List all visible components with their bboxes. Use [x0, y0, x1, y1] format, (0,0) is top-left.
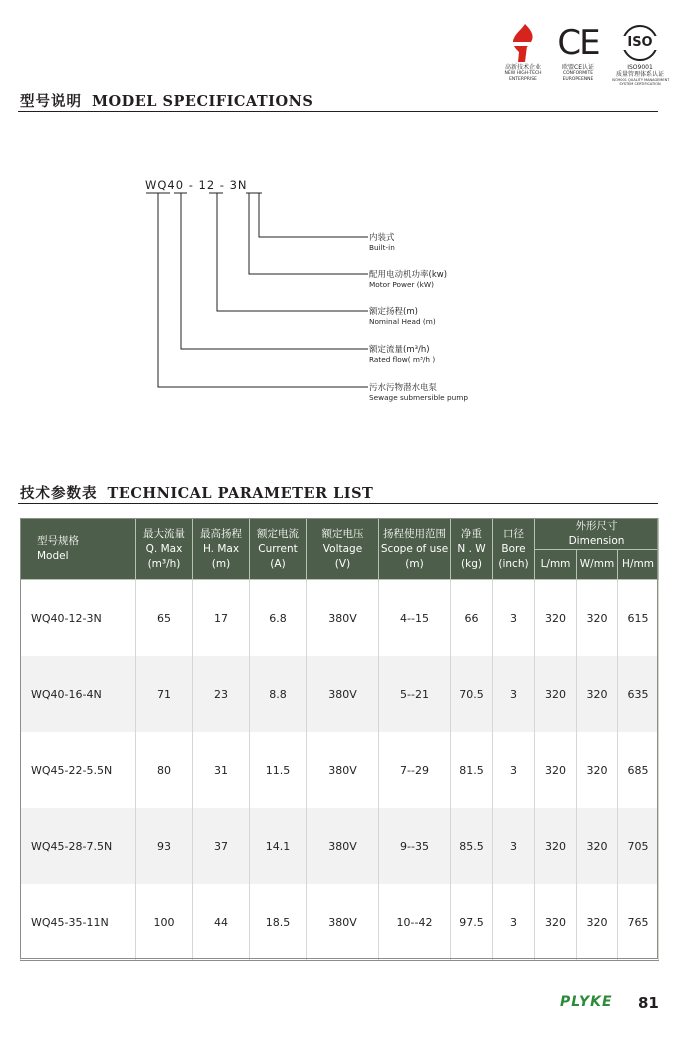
iso-caption-3: ISO9001 QUALITY MANAGEMENT: [612, 78, 670, 82]
cell-current: 8.8: [250, 656, 307, 732]
cell-voltage: 380V: [307, 656, 379, 732]
page-number: 81: [638, 994, 659, 1012]
cell-scope: 7--29: [379, 732, 451, 808]
cell-q-max: 65: [136, 580, 193, 657]
header-bore-cn: 口径: [503, 527, 524, 540]
iso-mark: ISO: [618, 36, 662, 50]
header-weight-unit: (kg): [461, 557, 482, 570]
cell-voltage: 380V: [307, 580, 379, 657]
cell-bore: 3: [493, 580, 535, 657]
cell-dim-l: 320: [535, 884, 577, 961]
ce-mark: CE: [557, 23, 599, 63]
header-voltage: [307, 519, 379, 580]
cell-dim-l: 320: [535, 580, 577, 657]
header-model: [21, 519, 136, 580]
label-pump-type-cn: 污水污物潜水电泵: [369, 383, 438, 393]
cell-current: 6.8: [250, 580, 307, 657]
cell-scope: 4--15: [379, 580, 451, 657]
cell-q-max: 100: [136, 884, 193, 961]
param-title-cn: 技术参数表: [20, 485, 98, 502]
header-dim-l: L/mm: [535, 550, 577, 580]
label-rated-flow-cn: 额定流量(m³/h): [369, 345, 430, 355]
high-tech-caption-en2: ENTERPRISE: [509, 76, 537, 82]
cell-dim-w: 320: [577, 884, 618, 961]
cell-dim-h: 635: [618, 656, 659, 732]
cell-dim-l: 320: [535, 732, 577, 808]
cell-current: 18.5: [250, 884, 307, 961]
cell-current: 11.5: [250, 732, 307, 808]
cell-weight: 81.5: [451, 732, 493, 808]
header-bore: [493, 519, 535, 580]
header-q-max: [136, 519, 193, 580]
label-nominal-head-en: Nominal Head (m): [369, 317, 436, 326]
cell-bore: 3: [493, 732, 535, 808]
label-motor-power-en: Motor Power (kW): [369, 280, 434, 289]
label-rated-flow: [369, 345, 435, 365]
cell-q-max: 71: [136, 656, 193, 732]
model-code: WQ40 - 12 - 3N: [145, 178, 248, 192]
cell-bore: 3: [493, 884, 535, 961]
cell-weight: 66: [451, 580, 493, 657]
header-voltage-cn: 额定电压: [321, 527, 364, 540]
label-motor-power-cn: 配用电动机功率(kw): [369, 270, 448, 280]
header-scope: [379, 519, 451, 580]
model-code-leader-lines: [0, 0, 678, 420]
table-row: [21, 732, 659, 808]
label-pump-type-en: Sewage submersible pump: [369, 393, 468, 402]
header-weight: [451, 519, 493, 580]
header-scope-unit: (m): [405, 557, 424, 570]
label-built-in: [369, 233, 395, 253]
ce-caption-en2: EUROPEENNE: [562, 76, 594, 82]
cell-voltage: 380V: [307, 808, 379, 884]
iso-caption-1: ISO9001: [627, 64, 653, 71]
header-q-cn: 最大流量: [143, 527, 185, 540]
cell-dim-h: 705: [618, 808, 659, 884]
cell-scope: 9--35: [379, 808, 451, 884]
model-title-en: MODEL SPECIFICATIONS: [92, 93, 314, 110]
cell-dim-w: 320: [577, 732, 618, 808]
cell-model: WQ45-35-11N: [21, 884, 136, 961]
cell-h-max: 44: [193, 884, 250, 961]
cell-h-max: 31: [193, 732, 250, 808]
header-bore-en: Bore: [501, 542, 526, 555]
header-scope-cn: 扬程使用范围: [383, 527, 446, 540]
parameter-table: [20, 518, 659, 961]
header-weight-en: N . W: [457, 542, 486, 555]
cell-dim-w: 320: [577, 808, 618, 884]
cell-weight: 85.5: [451, 808, 493, 884]
iso-caption-2: 质量管理体系认证: [615, 71, 664, 78]
header-voltage-en: Voltage: [322, 542, 363, 555]
cell-model: WQ40-16-4N: [21, 656, 136, 732]
header-model-cn: 型号规格: [37, 535, 79, 547]
cell-dim-l: 320: [535, 808, 577, 884]
cell-h-max: 17: [193, 580, 250, 657]
header-current-unit: (A): [270, 557, 286, 570]
cell-current: 14.1: [250, 808, 307, 884]
label-built-in-en: Built-in: [369, 243, 395, 252]
cell-dim-h: 765: [618, 884, 659, 961]
cell-weight: 70.5: [451, 656, 493, 732]
param-section-title: [20, 482, 373, 503]
header-dim-w: W/mm: [577, 550, 618, 580]
label-pump-type: [369, 383, 468, 403]
table-row: [21, 580, 659, 657]
cell-model: WQ40-12-3N: [21, 580, 136, 657]
cell-h-max: 37: [193, 808, 250, 884]
table-row: [21, 808, 659, 884]
cell-model: WQ45-28-7.5N: [21, 808, 136, 884]
ce-caption-en1: CONFORMITE: [562, 71, 594, 76]
cell-dim-h: 615: [618, 580, 659, 657]
cell-bore: 3: [493, 808, 535, 884]
iso-caption-4: SYSTEM CERTIFICATION: [619, 82, 661, 86]
table-row: [21, 656, 659, 732]
header-dim-en: Dimension: [568, 535, 625, 547]
ce-caption-cn: 欧盟CE认证: [562, 64, 594, 71]
param-title-en: TECHNICAL PARAMETER LIST: [107, 485, 374, 502]
cell-bore: 3: [493, 656, 535, 732]
cell-q-max: 93: [136, 808, 193, 884]
header-h-cn: 最高扬程: [200, 527, 242, 540]
label-motor-power: [369, 270, 447, 290]
cell-voltage: 380V: [307, 732, 379, 808]
header-dimension: [535, 519, 659, 550]
header-model-en: Model: [37, 550, 69, 562]
label-built-in-cn: 内装式: [369, 233, 395, 243]
header-h-unit: (m): [211, 557, 231, 570]
header-voltage-unit: (V): [334, 557, 351, 570]
high-tech-caption-cn: 高新技术企业: [504, 64, 541, 71]
header-h-max: [193, 519, 250, 580]
cell-model: WQ45-22-5.5N: [21, 732, 136, 808]
header-current-en: Current: [258, 542, 298, 555]
header-scope-en: Scope of use: [380, 542, 449, 555]
header-h-en: H. Max: [202, 542, 240, 555]
header-q-en: Q. Max: [145, 542, 183, 555]
label-rated-flow-en: Rated flow( m³/h ): [369, 355, 436, 364]
header-current: [250, 519, 307, 580]
cell-weight: 97.5: [451, 884, 493, 961]
brand-logo: PLYKE: [560, 994, 613, 1010]
param-section-rule: [18, 503, 658, 504]
cell-voltage: 380V: [307, 884, 379, 961]
header-dim-h: H/mm: [618, 550, 659, 580]
cell-h-max: 23: [193, 656, 250, 732]
cell-dim-h: 685: [618, 732, 659, 808]
model-title-cn: 型号说明: [20, 93, 82, 110]
cell-dim-w: 320: [577, 656, 618, 732]
cell-scope: 5--21: [379, 656, 451, 732]
label-nominal-head-cn: 额定扬程(m): [369, 307, 418, 317]
header-weight-cn: 净重: [461, 527, 482, 540]
header-dim-cn: 外形尺寸: [575, 520, 618, 532]
cell-dim-w: 320: [577, 580, 618, 657]
header-q-unit: (m³/h): [147, 557, 181, 570]
cell-dim-l: 320: [535, 656, 577, 732]
cell-scope: 10--42: [379, 884, 451, 961]
header-bore-unit: (inch): [498, 557, 529, 570]
table-row: [21, 884, 659, 961]
high-tech-caption-en1: NEW HIGH-TECH: [504, 71, 542, 76]
header-current-cn: 额定电流: [257, 527, 299, 540]
cell-q-max: 80: [136, 732, 193, 808]
label-nominal-head: [369, 307, 436, 327]
